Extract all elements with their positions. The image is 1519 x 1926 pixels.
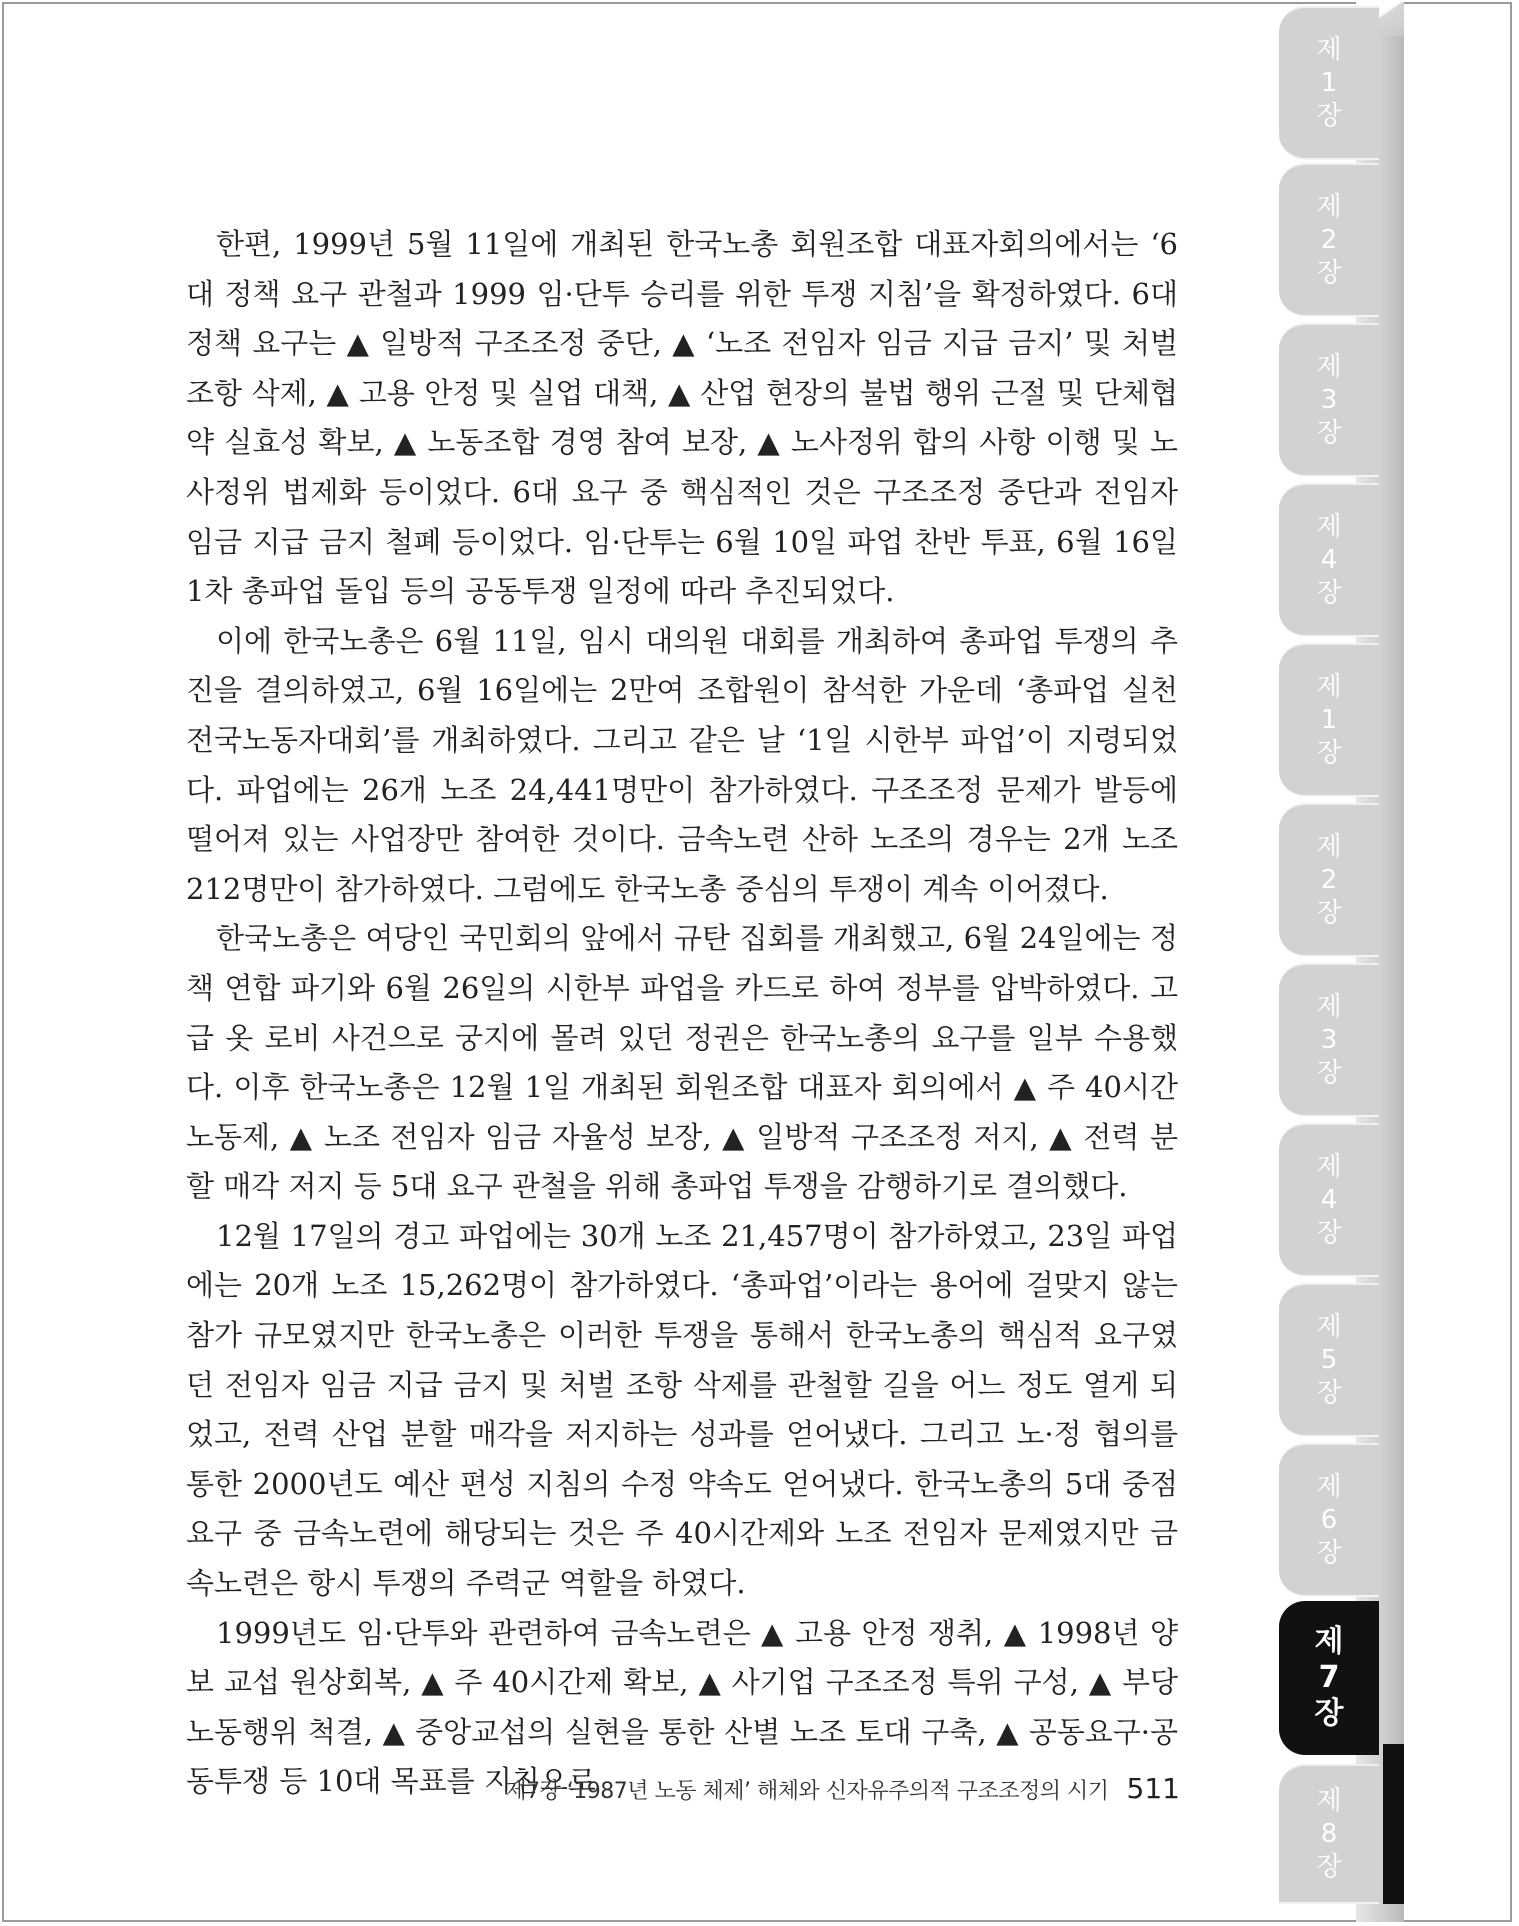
tab-label: 제3장 [1316, 351, 1342, 448]
tab-label: 제6장 [1316, 1471, 1342, 1568]
page-number: 511 [1126, 1772, 1180, 1805]
tab-label: 제8장 [1316, 1785, 1342, 1882]
body-text [186, 220, 1178, 1807]
paragraph: 이에 한국노총은 6월 11일, 임시 대의원 대회를 개최하여 총파업 투쟁의 추진을 결의하였고, 6월 16일에는 2만여 조합원이 참석한 가운데 ‘총파업 실천 전국노동자대회’를 개최하였다. 그리고 같은 날 ‘1일 시한부 파업’이 지령되었다. 파업에는 26개 노조 24,441명만이 참가하였다. 구조조정 문제가 발등에 떨어져 있는 사업장만 참여한 것이다. 금속노련 산하 노조의 경우는 2개 노조 212명만이 참가하였다. 그럼에도 한국노총 중심의 투쟁이 계속 이어졌다. [186, 623, 1178, 906]
tab-chapter-7-active[interactable] [1279, 1601, 1379, 1755]
tab-label: 제1장 [1316, 671, 1342, 768]
page-edge-dark-mark [1383, 1744, 1404, 1904]
paragraph: 12월 17일의 경고 파업에는 30개 노조 21,457명이 참가하였고, 23일 파업에는 20개 노조 15,262명이 참가하였다. ‘총파업’이라는 용어에 걸맞지 않는 참가 규모였지만 한국노총은 이러한 투쟁을 통해서 한국노총의 핵심적 요구였던 전임자 임금 지급 금지 및 처벌 조항 삭제를 관철할 길을 어느 정도 열게 되었고, 전력 산업 분할 매각을 저지하는 성과를 얻어냈다. 그리고 노·정 협의를 통한 2000년도 예산 편성 지침의 수정 약속도 얻어냈다. 한국노총의 5대 중점 요구 중 금속노련에 해당되는 것은 주 40시간제와 노조 전임자 문제였지만 금속노련은 항시 투쟁의 주력군 역할을 하였다. [186, 1218, 1178, 1601]
paragraph: 한편, 1999년 5월 11일에 개최된 한국노총 회원조합 대표자회의에서는 ‘6대 정책 요구 관철과 1999 임·단투 승리를 위한 투쟁 지침’을 확정하였다. 6대 정책 요구는 ▲ 일방적 구조조정 중단, ▲ ‘노조 전임자 임금 지급 금지’ 및 처벌 조항 삭제, ▲ 고용 안정 및 실업 대책, ▲ 산업 현장의 불법 행위 근절 및 단체협약 실효성 확보, ▲ 노동조합 경영 참여 보장, ▲ 노사정위 합의 사항 이행 및 노사정위 법제화 등이었다. 6대 요구 중 핵심적인 것은 구조조정 중단과 전임자 임금 지급 금지 철폐 등이었다. 임·단투는 6월 10일 파업 찬반 투표, 6월 16일 1차 총파업 돌입 등의 공동투쟁 일정에 따라 추진되었다. [186, 227, 1178, 609]
tab-chapter-5[interactable] [1279, 1283, 1379, 1437]
tab-chapter-1-b[interactable] [1279, 643, 1379, 797]
tab-chapter-2-b[interactable] [1279, 803, 1379, 957]
tab-chapter-4-b[interactable] [1279, 1123, 1379, 1277]
paragraph: 1999년도 임·단투와 관련하여 금속노련은 ▲ 고용 안정 쟁취, ▲ 1998년 양보 교섭 원상회복, ▲ 주 40시간제 확보, ▲ 사기업 구조조정 특위 구성, ▲ 부당노동행위 척결, ▲ 중앙교섭의 실현을 통한 산별 노조 토대 구축, ▲ 공동요구·공동투쟁 등 10대 목표를 지침으로 [186, 1615, 1178, 1799]
page-footer [500, 1772, 1180, 1805]
tab-label: 제3장 [1316, 991, 1342, 1088]
tab-chapter-8[interactable] [1279, 1764, 1379, 1904]
tab-label: 제2장 [1316, 191, 1342, 288]
chapter-tabs [1279, 0, 1379, 1926]
tab-chapter-2[interactable] [1279, 163, 1379, 317]
tab-label: 제1장 [1316, 34, 1342, 131]
tab-chapter-4[interactable] [1279, 483, 1379, 637]
tab-chapter-3[interactable] [1279, 323, 1379, 477]
running-title: 제7장 ‘1987년 노동 체제’ 해체와 신자유주의적 구조조정의 시기 [505, 1779, 1109, 1804]
tab-chapter-3-b[interactable] [1279, 963, 1379, 1117]
tab-label: 제7장 [1314, 1624, 1344, 1731]
paragraph: 한국노총은 여당인 국민회의 앞에서 규탄 집회를 개최했고, 6월 24일에는 정책 연합 파기와 6월 26일의 시한부 파업을 카드로 하여 정부를 압박하였다. 고급 옷 로비 사건으로 궁지에 몰려 있던 정권은 한국노총의 요구를 일부 수용했다. 이후 한국노총은 12월 1일 개최된 회원조합 대표자 회의에서 ▲ 주 40시간 노동제, ▲ 노조 전임자 임금 자율성 보장, ▲ 일방적 구조조정 저지, ▲ 전력 분할 매각 저지 등 5대 요구 관철을 위해 총파업 투쟁을 감행하기로 결의했다. [186, 921, 1178, 1204]
tab-label: 제4장 [1316, 1151, 1342, 1248]
tab-chapter-6[interactable] [1279, 1443, 1379, 1597]
tab-label: 제5장 [1316, 1311, 1342, 1408]
tab-chapter-1[interactable] [1279, 6, 1379, 160]
tab-label: 제2장 [1316, 831, 1342, 928]
tab-label: 제4장 [1316, 511, 1342, 608]
